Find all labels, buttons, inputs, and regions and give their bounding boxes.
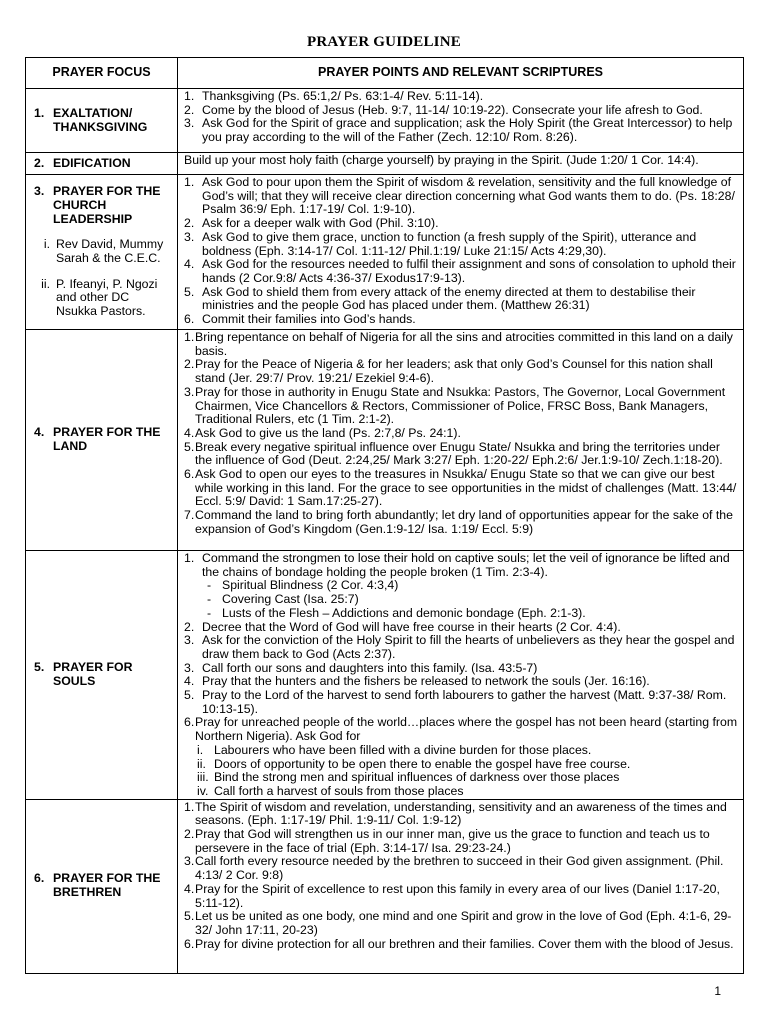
point-text: Call forth every resource needed by the brethren to succeed in their God given assignment. (Phil. 4:13/ 2 Cor. 9:8) <box>195 854 724 883</box>
point-text: Ask for the conviction of the Holy Spirit to fill the hearts of unbelievers as they hear the gospel and draw them back to God (Acts 2:37). <box>202 633 735 661</box>
prayer-focus-title <box>34 157 171 171</box>
prayer-point <box>184 331 738 358</box>
prayer-focus-number: 3. <box>34 184 45 199</box>
point-text: Lusts of the Flesh – Addictions and demonic bondage (Eph. 2:1-3). <box>222 605 586 620</box>
prayer-point <box>184 231 738 258</box>
point-text: Come by the blood of Jesus (Heb. 9:7, 11-14/ 10:19-22). Consecrate your life afresh to God. <box>202 102 703 117</box>
prayer-roman-point <box>184 744 738 758</box>
point-marker: 2. <box>184 357 195 372</box>
point-marker: ii. <box>197 756 206 771</box>
table-row <box>26 330 744 551</box>
sub-item-marker: ii. <box>41 276 50 291</box>
prayer-point <box>184 509 738 536</box>
point-text: Pray for the Peace of Nigeria & for her leaders; ask that only God’s Counsel for this nation shall stand (Jer. 29:7/ Prov. 19:21/ Ezekiel 9:4-6). <box>195 357 713 386</box>
sub-item-marker: i. <box>43 237 50 252</box>
point-text: Covering Cast (Isa. 25:7) <box>222 592 359 607</box>
prayer-points-cell <box>178 551 744 800</box>
prayer-points-cell <box>178 153 744 175</box>
header-prayer-focus: PRAYER FOCUS <box>26 58 178 89</box>
point-text: Command the land to bring forth abundantly; let dry land of opportunities appear for the sake of the expansion of God’s Kingdom (Gen.1:9-12/ Isa. 1:19/ Eccl. 5:9) <box>195 508 733 536</box>
table-row <box>26 89 744 153</box>
page-title: PRAYER GUIDELINE <box>307 34 461 50</box>
prayer-point <box>184 910 738 937</box>
prayer-focus-cell <box>26 175 178 330</box>
prayer-focus-cell <box>26 89 178 153</box>
point-marker: 6. <box>184 936 195 951</box>
point-text: Ask God to pour upon them the Spirit of wisdom & revelation, sensitivity and the full knowledge of God’s will; that they will receive clear direction concerning what God wants them to do. (Ps. 18:28/ Psalm 36:9/ Eph. 1:17-19/ Col. 1:9-10). <box>202 175 735 217</box>
point-marker: 5. <box>184 688 195 703</box>
prayer-sub-point <box>184 607 738 621</box>
point-text: Ask God to give us the land (Ps. 2:7,8/ Ps. 24:1). <box>195 425 461 440</box>
leadership-sub-item <box>34 278 171 319</box>
point-text: Pray for divine protection for all our brethren and their families. Cover them with the blood of Jesus. <box>195 936 734 951</box>
prayer-roman-point <box>184 758 738 772</box>
prayer-focus-cell <box>26 799 178 973</box>
prayer-point <box>184 258 738 285</box>
point-marker: 1. <box>184 175 195 189</box>
prayer-focus-cell <box>26 551 178 800</box>
leadership-sub-item <box>34 238 171 265</box>
prayer-point <box>184 662 738 676</box>
point-marker: 3. <box>184 633 195 648</box>
point-text: Pray for the Spirit of excellence to rest upon this family in every area of our lives (Daniel 1:17-20, 5:11-12). <box>195 881 720 910</box>
point-marker: 5. <box>184 909 195 924</box>
prayer-point <box>184 552 738 579</box>
prayer-focus-label: PRAYER FOR SOULS <box>53 660 133 688</box>
point-marker: 3. <box>184 116 195 131</box>
point-text: Labourers who have been filled with a divine burden for those places. <box>214 742 592 757</box>
point-text: Ask for a deeper walk with God (Phil. 3:10). <box>202 216 439 231</box>
prayer-focus-title <box>34 426 171 453</box>
point-text: Ask God to give them grace, unction to function (a fresh supply of the Spirit), utterance and boldness (Eph. 3:14-17/ Col. 1:11-12/ Phil.1:19/ Luke 21:15/ Acts 4:29,30). <box>202 229 697 258</box>
point-marker: 2. <box>184 827 195 842</box>
point-marker: 5. <box>184 284 195 299</box>
point-marker: 6. <box>184 467 195 482</box>
point-marker: 4. <box>184 881 195 896</box>
point-marker: 6. <box>184 312 195 327</box>
prayer-point <box>184 386 738 427</box>
prayer-point <box>184 716 738 743</box>
prayer-guideline-table <box>25 57 744 974</box>
point-marker: 1. <box>184 89 195 103</box>
prayer-point <box>184 621 738 635</box>
table-header-row <box>26 58 744 89</box>
point-text: Ask God for the resources needed to fulfil their assignment and sons of consolation to uphold their hands (2 Cor.9:8/ Acts 4:36-37/ Exodus17:9-13). <box>202 257 736 285</box>
table-row <box>26 153 744 175</box>
point-marker: 1. <box>184 551 195 565</box>
point-marker: - <box>206 592 212 607</box>
table-row <box>26 799 744 973</box>
prayer-point <box>184 176 738 217</box>
point-text: Call forth our sons and daughters into this family. (Isa. 43:5-7) <box>202 660 538 675</box>
prayer-point <box>184 883 738 910</box>
point-marker: 6. <box>184 715 195 730</box>
prayer-focus-title <box>34 107 171 134</box>
point-text: Bind the strong men and spiritual influences of darkness over those places <box>214 770 620 785</box>
point-marker: 1. <box>184 330 195 344</box>
point-marker: iv. <box>197 783 209 798</box>
prayer-focus-number: 5. <box>34 660 45 675</box>
sub-item-text: P. Ifeanyi, P. Ngozi and other DC Nsukka Pastors. <box>56 276 158 319</box>
point-marker: 2. <box>184 216 195 231</box>
point-text: Pray to the Lord of the harvest to send forth labourers to gather the harvest (Matt. 9:37-38/ Rom. 10:13-15). <box>202 688 727 716</box>
prayer-sub-point <box>184 579 738 593</box>
point-text: Command the strongmen to lose their hold on captive souls; let the veil of ignorance be lifted and the chains of bondage holding the people broken (1 Tim. 2:3-4). <box>202 551 730 579</box>
point-marker: 7. <box>184 508 195 523</box>
prayer-point-text: Build up your most holy faith (charge yourself) by praying in the Spirit. (Jude 1:20/ 1 Cor. 14:4). <box>184 153 699 167</box>
page-number: 1 <box>714 984 721 998</box>
prayer-point <box>184 217 738 231</box>
prayer-focus-title <box>34 872 171 899</box>
table-row <box>26 551 744 800</box>
point-marker: 1. <box>184 799 195 814</box>
point-text: Break every negative spiritual influence over Enugu State/ Nsukka and bring the territories under the influence of God (Deut. 2:24,25/ Mark 3:27/ Eph. 1:20-22/ Eph.2:6/ Jer.1:9-10/ Zech.1:18-20). <box>195 439 723 468</box>
point-text: Thanksgiving (Ps. 65:1,2/ Ps. 63:1-4/ Rev. 5:11-14). <box>202 89 484 103</box>
point-marker: 2. <box>184 619 195 634</box>
point-text: Pray that God will strengthen us in our inner man, give us the grace to function and teach us to persevere in the face of trial (Eph. 3:14-17/ Isa. 29:23-24.) <box>195 827 710 855</box>
prayer-focus-number: 4. <box>34 425 45 440</box>
prayer-sub-point <box>184 593 738 607</box>
header-prayer-points: PRAYER POINTS AND RELEVANT SCRIPTURES <box>178 58 744 89</box>
prayer-focus-number: 1. <box>34 105 45 120</box>
point-marker: - <box>206 605 212 620</box>
prayer-point <box>184 117 738 144</box>
prayer-point <box>184 801 738 828</box>
point-text: Let us be united as one body, one mind and one Spirit and grow in the love of God (Eph. 4:1-6, 29-32/ John 17:11, 20-23) <box>195 909 732 937</box>
prayer-point <box>184 828 738 855</box>
point-text: Pray that the hunters and the fishers be released to network the souls (Jer. 16:16). <box>202 674 650 689</box>
table-row <box>26 175 744 330</box>
point-marker: - <box>206 578 212 593</box>
prayer-point <box>184 468 738 509</box>
point-text: Ask God to shield them from every attack of the enemy directed at them to destabilise their ministries and the people God has placed under them. (Matthew 26:31) <box>202 284 696 313</box>
point-text: Pray for those in authority in Enugu State and Nsukka: Pastors, The Governor, Local Government Chairmen, Vice Chancellors & Rectors, Commissioner of Police, FRSC Boss, Bank Managers, Traditional Rulers, etc (1 Tim. 2:1-2). <box>195 384 726 427</box>
prayer-point <box>184 104 738 118</box>
point-text: Decree that the Word of God will have free course in their hearts (2 Cor. 4:4). <box>202 619 621 634</box>
prayer-focus-cell <box>26 153 178 175</box>
point-marker: iii. <box>197 770 209 785</box>
point-marker: 3. <box>184 384 195 399</box>
prayer-point <box>184 358 738 385</box>
point-text: Spiritual Blindness (2 Cor. 4:3,4) <box>222 578 399 593</box>
point-marker: 3. <box>184 229 195 244</box>
prayer-focus-label: EDIFICATION <box>53 155 131 170</box>
prayer-point <box>184 427 738 441</box>
prayer-focus-label: PRAYER FOR THE BRETHREN <box>53 871 161 900</box>
point-text: The Spirit of wisdom and revelation, understanding, sensitivity and an awareness of the times and seasons. (Eph. 1:17-19/ Phil. 1:9-11/ Col. 1:9-12) <box>195 799 727 828</box>
prayer-point <box>184 313 738 327</box>
point-marker: 4. <box>184 257 195 272</box>
prayer-point <box>184 441 738 468</box>
prayer-focus-label: PRAYER FOR THE LAND <box>53 425 161 453</box>
prayer-points-cell <box>178 330 744 551</box>
point-marker: 3. <box>184 660 195 675</box>
point-text: Doors of opportunity to be open there to enable the gospel have free course. <box>214 756 631 771</box>
point-text: Bring repentance on behalf of Nigeria for all the sins and atrocities committed in this land on a daily basis. <box>195 330 733 358</box>
point-marker: 4. <box>184 425 195 440</box>
point-text: Call forth a harvest of souls from those places <box>214 783 464 798</box>
prayer-focus-label: PRAYER FOR THE CHURCH LEADERSHIP <box>53 184 161 226</box>
prayer-point <box>184 286 738 313</box>
sub-item-text: Rev David, Mummy Sarah & the C.E.C. <box>56 237 164 265</box>
prayer-points-cell <box>178 799 744 973</box>
point-marker: i. <box>197 742 204 757</box>
prayer-focus-number: 6. <box>34 871 45 886</box>
point-text: Ask God for the Spirit of grace and supplication; ask the Holy Spirit (the Great Intercessor) to help you pray according to the will of the Father (Zech. 12:10/ Rom. 8:26). <box>202 116 733 145</box>
prayer-points-cell <box>178 175 744 330</box>
prayer-point <box>184 675 738 689</box>
prayer-focus-label: EXALTATION/ THANKSGIVING <box>53 105 148 134</box>
point-marker: 4. <box>184 674 195 689</box>
prayer-point <box>184 634 738 661</box>
point-marker: 2. <box>184 102 195 117</box>
prayer-roman-point <box>184 771 738 785</box>
prayer-point <box>184 90 738 104</box>
point-marker: 3. <box>184 854 195 869</box>
point-text: Ask God to open our eyes to the treasures in Nsukka/ Enugu State so that we can give our best while working in this land. For the grace to see opportunities in the midst of challenges (Matt. 13:44/ Eccl. 5:9/ David: 1 Sam.17:25-27). <box>195 467 737 509</box>
prayer-focus-title <box>34 661 171 688</box>
prayer-roman-point <box>184 785 738 799</box>
prayer-point <box>184 855 738 882</box>
point-text: Pray for unreached people of the world…places where the gospel has not been heard (starting from Northern Nigeria). Ask God for <box>195 715 738 744</box>
prayer-focus-number: 2. <box>34 155 45 170</box>
point-marker: 5. <box>184 439 195 454</box>
prayer-point <box>184 938 738 952</box>
prayer-focus-title <box>34 185 171 226</box>
point-text: Commit their families into God’s hands. <box>202 312 416 327</box>
prayer-focus-cell <box>26 330 178 551</box>
prayer-points-cell <box>178 89 744 153</box>
prayer-point <box>184 689 738 716</box>
